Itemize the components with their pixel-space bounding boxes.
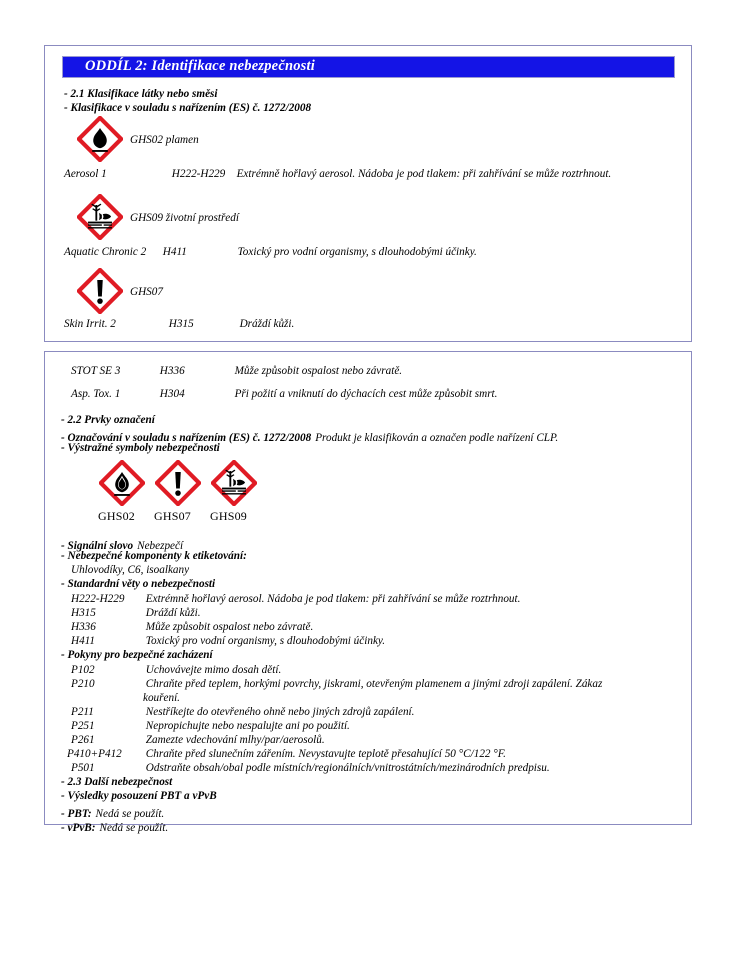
classification-statement: Při požití a vniknutí do dýchacích cest může způsobit smrt. xyxy=(234,388,498,400)
hazard-statement-text: Toxický pro vodní organismy, s dlouhodobými účinky. xyxy=(145,635,386,647)
vpvb-line xyxy=(61,818,168,836)
exclamation-pictogram xyxy=(77,268,123,314)
hazard-statement-text: Extrémně hořlavý aerosol. Nádoba je pod tlakem: při zahřívání se může roztrhnout. xyxy=(145,593,521,605)
precautionary-statement-row xyxy=(67,748,506,760)
classification-statement: Může způsobit ospalost nebo závratě. xyxy=(234,365,403,377)
signal-word-label: - Signální slovo xyxy=(61,540,134,552)
precautionary-statement-text: Chraňte před slunečním zářením. Nevystavujte teplotě přesahující 50 °C/122 °F. xyxy=(145,748,506,760)
exclamation-pictogram xyxy=(155,460,201,506)
classification-class: Aquatic Chronic 2 xyxy=(64,246,147,258)
pictogram-caption-ghs07: GHS07 xyxy=(154,509,192,523)
precautionary-statement-text: Zamezte vdechování mlhy/par/aerosolů. xyxy=(145,734,325,746)
classification-statement: Toxický pro vodní organismy, s dlouhodobými účinky. xyxy=(237,246,477,258)
classification-code: H315 xyxy=(168,318,194,330)
vpvb-value: Nedá se použít. xyxy=(99,822,169,834)
pictogram-caption-ghs09: GHS09 xyxy=(210,509,248,523)
labelling-regulation-value: Produkt je klasifikován a označen podle nařízení CLP. xyxy=(315,432,559,444)
precautionary-statement-text-continued: kouření. xyxy=(143,692,180,704)
classification-statement: Extrémně hořlavý aerosol. Nádoba je pod tlakem: při zahřívání se může roztrhnout. xyxy=(236,168,612,180)
section-2-1-box xyxy=(44,45,692,342)
precautionary-statement-row xyxy=(71,678,602,690)
hazard-statement-code: H411 xyxy=(71,635,96,647)
precautionary-statement-text: Nestříkejte do otevřeného ohně nebo jiných zdrojů zapálení. xyxy=(145,706,415,718)
precautionary-statement-text: Chraňte před teplem, horkými povrchy, jiskrami, otevřeným plamenem a jinými zdroji zapálení. Zákaz xyxy=(145,678,603,690)
pictogram-label-ghs07: GHS07 xyxy=(130,286,163,298)
section-banner-title: ODDÍL 2: Identifikace nebezpečnosti xyxy=(85,58,315,74)
classification-code: H411 xyxy=(162,246,187,258)
environment-pictogram xyxy=(211,460,257,506)
flame-pictogram xyxy=(77,116,123,162)
subheading-2-1-regulation: - Klasifikace v souladu s nařízením (ES) č. 1272/2008 xyxy=(64,102,312,114)
precautionary-statement-row xyxy=(71,762,550,774)
pbt-label: - PBT: xyxy=(61,808,92,820)
flame-pictogram xyxy=(99,460,145,506)
section-2-2-2-3-box xyxy=(44,351,692,834)
precautionary-statement-row xyxy=(71,720,350,732)
pictogram-label-ghs02: GHS02 plamen xyxy=(130,134,199,146)
precautionary-statement-code: P261 xyxy=(71,734,95,746)
section-banner xyxy=(62,56,675,78)
classification-class: STOT SE 3 xyxy=(71,365,121,377)
hazard-statement-code: H336 xyxy=(71,621,96,633)
pbt-value: Nedá se použít. xyxy=(95,808,165,820)
heading-hazardous-components: - Nebezpečné komponenty k etiketování: xyxy=(61,550,247,562)
classification-statement: Dráždí kůži. xyxy=(239,318,295,330)
precautionary-statement-code: P211 xyxy=(71,706,94,718)
heading-2-2: - 2.2 Prvky označení xyxy=(61,414,155,426)
hazard-statement-code: H222-H229 xyxy=(71,593,125,605)
hazard-statement-row xyxy=(71,621,313,633)
precautionary-statement-row xyxy=(71,664,281,676)
hazard-statement-text: Může způsobit ospalost nebo závratě. xyxy=(145,621,314,633)
precautionary-statement-code: P102 xyxy=(71,664,95,676)
classification-code: H304 xyxy=(159,388,185,400)
signal-word-value: Nebezpečí xyxy=(137,540,184,552)
classification-row xyxy=(64,318,294,330)
precautionary-statement-code: P210 xyxy=(71,678,95,690)
heading-2-1: - 2.1 Klasifikace látky nebo směsi xyxy=(64,88,218,100)
classification-row xyxy=(71,365,402,377)
precautionary-statement-row xyxy=(71,734,325,746)
pictogram-label-ghs09: GHS09 životní prostředí xyxy=(130,212,239,224)
precautionary-statement-code: P501 xyxy=(71,762,95,774)
labelling-regulation-label: - Označování v souladu s nařízením (ES) č. 1272/2008 xyxy=(61,432,312,444)
hazardous-components-value: Uhlovodíky, C6, isoalkany xyxy=(71,564,190,576)
precautionary-statement-row xyxy=(71,706,414,718)
classification-class: Aerosol 1 xyxy=(64,168,107,180)
classification-row xyxy=(64,168,611,180)
classification-code: H336 xyxy=(159,365,185,377)
hazard-statement-text: Dráždí kůži. xyxy=(145,607,201,619)
classification-class: Skin Irrit. 2 xyxy=(64,318,116,330)
precautionary-statement-code: P251 xyxy=(71,720,95,732)
vpvb-label: - vPvB: xyxy=(61,822,96,834)
classification-code: H222-H229 xyxy=(171,168,226,180)
classification-row xyxy=(64,246,477,258)
heading-hazard-pictograms: - Výstražné symboly nebezpečnosti xyxy=(61,442,220,454)
heading-precautionary-statements: - Pokyny pro bezpečné zacházení xyxy=(61,649,213,661)
heading-pbt-assessment: - Výsledky posouzení PBT a vPvB xyxy=(61,790,217,802)
hazard-statement-row xyxy=(71,593,520,605)
heading-hazard-statements: - Standardní věty o nebezpečnosti xyxy=(61,578,216,590)
precautionary-statement-text: Nepropichujte nebo nespalujte ani po použití. xyxy=(145,720,350,732)
classification-class: Asp. Tox. 1 xyxy=(71,388,121,400)
classification-row xyxy=(71,388,497,400)
precautionary-statement-code: P410+P412 xyxy=(67,748,122,760)
heading-2-3: - 2.3 Další nebezpečnost xyxy=(61,776,173,788)
pictogram-caption-ghs02: GHS02 xyxy=(98,509,136,523)
hazard-statement-row xyxy=(71,607,201,619)
environment-pictogram xyxy=(77,194,123,240)
hazard-statement-row xyxy=(71,635,385,647)
hazard-statement-code: H315 xyxy=(71,607,96,619)
precautionary-statement-text: Odstraňte obsah/obal podle místních/regionálních/vnitrostátních/mezinárodních predpisu. xyxy=(145,762,550,774)
precautionary-statement-text: Uchovávejte mimo dosah dětí. xyxy=(145,664,282,676)
